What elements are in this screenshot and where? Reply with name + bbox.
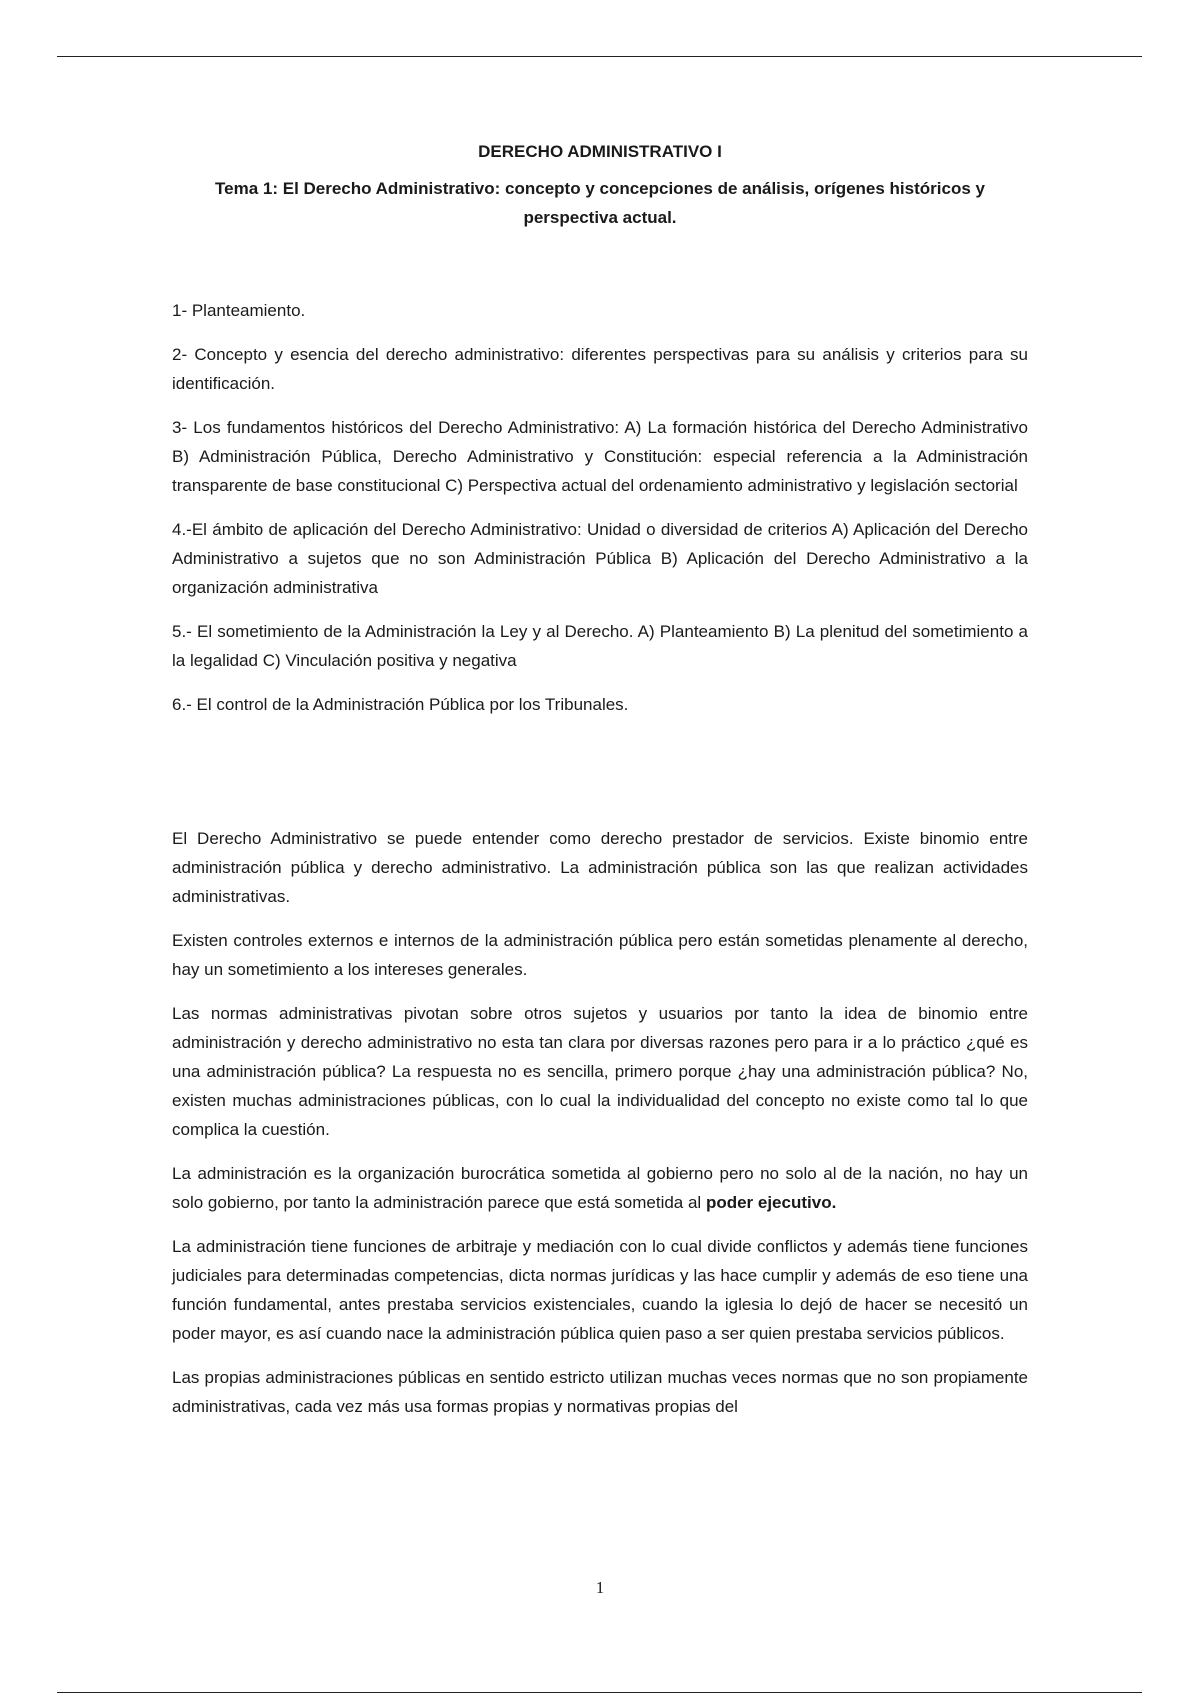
index-item: 3- Los fundamentos históricos del Derecho Administrativo: A) La formación histórica del Derecho Administrativo B) Administración Pública, Derecho Administrativo y Constitución: especial referencia a la Administración transparente de base constitucional C) Perspectiva actual del ordenamiento administrativo y legislación sectorial (172, 418, 1028, 495)
document-subtitle: Tema 1: El Derecho Administrativo: concepto y concepciones de análisis, orígenes históricos y perspectiva actual. (215, 179, 985, 227)
index-item: 5.- El sometimiento de la Administración la Ley y al Derecho. A) Planteamiento B) La plenitud del sometimiento a la legalidad C) Vinculación positiva y negativa (172, 622, 1028, 670)
index-item: 1- Planteamiento. (172, 301, 306, 320)
paragraph: Existen controles externos e internos de la administración pública pero están sometidas plenamente al derecho, hay un sometimiento a los intereses generales. (172, 931, 1028, 979)
paragraph-text: La administración es la organización burocrática sometida al gobierno pero no solo al de la nación, no hay un solo gobierno, por tanto la administración parece que está sometida al (172, 1164, 1028, 1212)
body-text (172, 824, 1028, 1421)
page-number: 1 (595, 1578, 605, 1597)
index-item: 4.-El ámbito de aplicación del Derecho Administrativo: Unidad o diversidad de criterios A) Aplicación del Derecho Administrativo a sujetos que no son Administración Pública B) Aplicación del Derecho Administrativo a la organización administrativa (172, 520, 1028, 597)
topic-index (172, 296, 1028, 719)
document-title: DERECHO ADMINISTRATIVO I (478, 142, 722, 161)
paragraph: Las propias administraciones públicas en sentido estricto utilizan muchas veces normas que no son propiamente administrativas, cada vez más usa formas propias y normativas propias del (172, 1368, 1028, 1416)
bold-term: poder ejecutivo. (705, 1193, 837, 1212)
paragraph: Las normas administrativas pivotan sobre otros sujetos y usuarios por tanto la idea de binomio entre administración y derecho administrativo no esta tan clara por diversas razones pero para ir a lo práctico ¿qué es una administración pública? La respuesta no es sencilla, primero porque ¿hay una administración pública? No, existen muchas administraciones públicas, con lo cual la individualidad del concepto no existe como tal lo que complica la cuestión. (172, 1004, 1028, 1139)
index-item: 2- Concepto y esencia del derecho administrativo: diferentes perspectivas para su análisis y criterios para su identificación. (172, 345, 1028, 393)
paragraph: El Derecho Administrativo se puede entender como derecho prestador de servicios. Existe binomio entre administración pública y derecho administrativo. La administración pública son las que realizan actividades administrativas. (172, 829, 1028, 906)
paragraph (172, 1159, 1028, 1217)
footer-rule (57, 1692, 1142, 1693)
index-item: 6.- El control de la Administración Pública por los Tribunales. (172, 695, 629, 714)
paragraph: La administración tiene funciones de arbitraje y mediación con lo cual divide conflictos y además tiene funciones judiciales para determinadas competencias, dicta normas jurídicas y las hace cumplir y además de eso tiene una función fundamental, antes prestaba servicios existenciales, cuando la iglesia lo dejó de hacer se necesitó un poder mayor, es así cuando nace la administración pública quien paso a ser quien prestaba servicios públicos. (172, 1237, 1028, 1343)
header-rule (57, 56, 1142, 57)
page-content (172, 140, 1028, 1436)
